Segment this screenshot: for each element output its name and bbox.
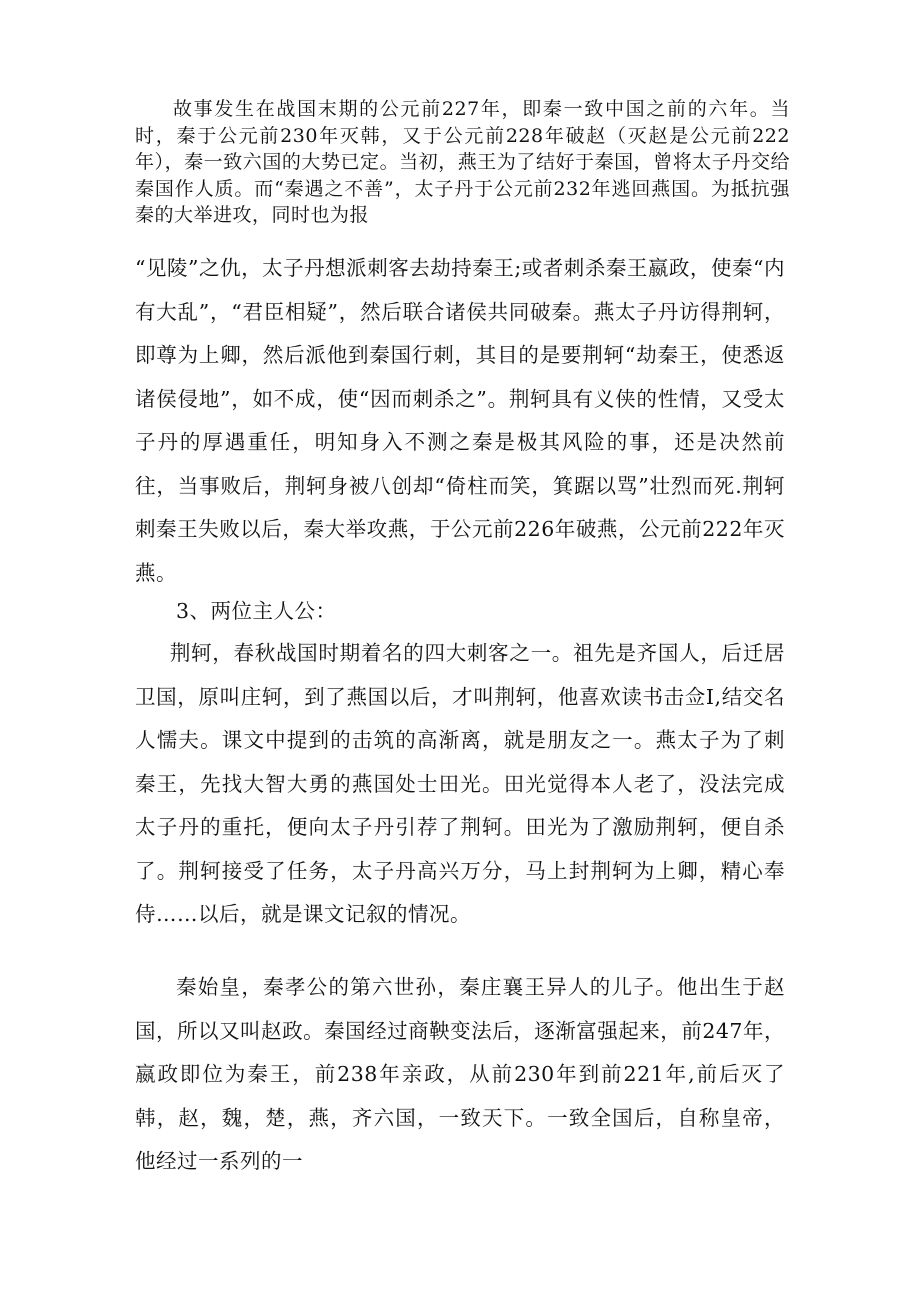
paragraph-story-background: 故事发生在战国末期的公元前227年，即秦一致中国之前的六年。当时，秦于公元前230年灭韩，又于公元前228年破赵（灭赵是公元前222年），秦一致六国的大势已定。当初，燕王为了结好于秦国，曾将太子丹交给秦国作人质。而“秦遇之不善”，太子丹于公元前232年逃回燕国。为抵抗强秦的大举进攻，同时也为报 xyxy=(135,98,790,226)
paragraph-assassination-plot: “见陵”之仇，太子丹想派刺客去劫持秦王;或者刺杀秦王嬴政，使秦“内有大乱”，“君臣相疑”，然后联合诸侯共同破秦。燕太子丹访得荆轲，即尊为上卿，然后派他到秦国行刺，其目的是要荆轲“劫秦王，使悉返诸侯侵地”，如不成，使“因而刺杀之”。荆轲具有义侠的性情，又受太子丹的厚遇重任，明知身入不测之秦是极其风险的事，还是决然前往，当事败后，荆轲身被八创却“倚柱而笑，箕踞以骂”壮烈而死.荆轲刺秦王失败以后，秦大举攻燕，于公元前226年破燕，公元前222年灭燕。 xyxy=(135,256,785,585)
paragraph-qin-shi-huang: 秦始皇，秦孝公的第六世孙，秦庄襄王异人的儿子。他出生于赵国，所以又叫赵政。秦国经过商鞅变法后，逐渐富强起来，前247年，嬴政即位为秦王，前238年亲政，从前230年到前221年,前后灭了韩，赵，魏，楚，燕，齐六国，一致天下。一致全国后，自称皇帝，他经过一系列的一 xyxy=(135,975,785,1173)
section-heading-two-protagonists: 3、两位主人公： xyxy=(176,599,337,623)
paragraph-jing-ke: 荆轲，春秋战国时期着名的四大刺客之一。祖先是齐国人，后迁居卫国，原叫庄轲，到了燕国以后，才叫荆轲，他喜欢读书击佥I,结交名人懦夫。课文中提到的击筑的高渐离，就是朋友之一。燕太子为了刺秦王，先找大智大勇的燕国处士田光。田光觉得本人老了，没法完成太子丹的重托，便向太子丹引荐了荆轲。田光为了激励荆轲，便自杀了。荆轲接受了任务，太子丹高兴万分，马上封荆轲为上卿，精心奉侍……以后，就是课文记叙的情况。 xyxy=(135,641,785,926)
